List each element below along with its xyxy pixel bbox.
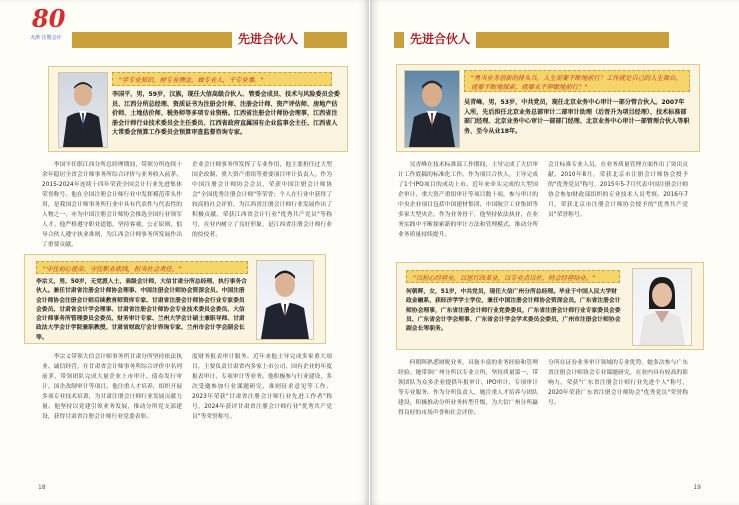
profile-bio: 吴青峰，男，53岁，中共党员，现任北京业务中心审计一部分管合伙人。2007年入所，先后担任北京业务总部审计二部审计助理（后晋升为项目经理）、技术标准部部门经理、北京业务中心审计一部部门经理、北京业务中心审计一部管理合伙人等职务，至今从业18年。 [464, 99, 690, 135]
profile-bio: 李宗义，男，50岁，无党派人士，高级会计师，大信甘肃分所总经理、执行事务合伙人。兼任甘肃省注册会计师协会理事、中国注册会计师协会资深会员、中国注册会计师协会注册会计师后续教育师资库专家、甘肃省注册会计师协会行业专家委员会委员、甘肃省会计学会理事、甘肃省注册会计师协会专业技术委员会委员、大信会计师事务所管理委员会委员、财务审计专家、兰州大学会计硕士兼职导师、甘肃政法大学会计学院兼职教授、甘肃省财政厅会计咨询专家、兰州市会计学会副会长等。 [36, 279, 247, 341]
profile-bio: 李国平，男，59岁，汉族，现任大信高级合伙人、管委会成员、技术与风险委员会委员、江西分所总经理、资质证书为注册会计师、注册会计师、资产评估师、房地产估价师、土地估价师、税务师等多项专业资格。江西省注册会计师协会理事，江西省注册会计师行业技术委员会主任委员、江西省政府直属国有企业监事会主任、江西省人大常委会预算工作委员会预算审查监督咨询专家。 [112, 91, 340, 137]
page-number: 18 [38, 484, 46, 491]
page-number: 19 [693, 484, 701, 491]
body-paragraph: 吴青峰在技术标准部工作期间，主导完成了大信审计工作底稿的标准化工作。作为项目合伙人，主导完成了1个IPO项目的成功上市。近年来牵头完成的大型国企审计、重大资产重组审计等项目数十项，参与审计的中央企业项目包括中国建材集团、中国航空工业集团等多家大型央企。作为业务骨干，他坚持依法执业，在业务实践中不断探索新的审计方法和管理模式，推动分所业务质量持续提升。 [398, 162, 538, 238]
body-paragraph: 李国平任职江西分所总经理期间，带领分所连续十余年稳居全省会计师事务所综合评价与业务收入前茅。2015-2024年连续十四年荣获全国会计行业先进集体荣誉称号。他在全国注册会计师行业中发挥模范带头作用，是我国会计师事务所行业中具有代表性与代表性的人物之一，亦为中国注册会计师协会推选全国行业领军人才。他严格遵守职业道德，坚持客观、公正原则，倡导合伙人遵守执业准则，为江西会计师事务所发展作出了重要贡献。 [42, 162, 182, 248]
body-paragraph: 分所在证券业务审计领域的专业优势。她多次参与广东省注册会计师协会专业课题研究，在业内具有较高的影响力。荣获"广东省注册会计师行业先进个人"称号，2020年荣获广东省注册会计师协会"优秀党员"荣誉称号。 [548, 360, 688, 406]
profile-quote: "勇当业务创新的排头兵，人生需要不断地前行！工作就是自己的人生舞台，就要不断地探索、就要永不停歇地前行！" [464, 70, 690, 92]
logo-caption: 天津 注册会计 [30, 35, 62, 41]
profile-quote: "学专业知识，树专业理念，做专业人，干专业事。" [112, 72, 332, 86]
page-title: 先进合伙人 [404, 27, 476, 51]
body-paragraph: 会计标准专业人员，在业务质量管理方面作出了突出贡献。2010年8月，荣获北京市注册会计师协会授予的"优秀党员"称号，2015年5-7月代表中国注册会计师协会参加财政部组织的专业技术人员考察。2016年7月，荣获北京市注册会计师协会授予的"优秀共产党员"荣誉称号。 [548, 162, 688, 218]
body-paragraph: 度财务报表审计服务。近年来他主导完成多家重大项目，主要负责甘肃省内多家上市公司、国有企业的年度报表审计、专项审计等业务。他积极参与行业建设，多次受邀参加行业课题研究、准则征求意见等工作。2023年荣获"甘肃省注册会计师行业先进工作者"称号，2024年获评甘肃省注册会计师行业"优秀共产党员"等荣誉称号。 [192, 354, 332, 420]
profile-bio: 何朝晖，女，51岁，中共党员，现任大信广州分所总经理。毕业于中国人民大学财政金融系，获经济学学士学位，兼任中国注册会计师协会资深会员，广东省注册会计师协会理事，广东省注册会计师行业党委委员，广东省注册会计师行业专家委员会委员、广东省会计学会理事、广东省会计学会学术委员会委员，广州市注册会计师协会副会长等职务。 [406, 289, 621, 333]
portrait-photo [58, 72, 108, 148]
portrait-photo [256, 260, 314, 340]
left-page [0, 0, 369, 505]
page-title: 先进合伙人 [232, 27, 304, 51]
portrait-photo [404, 70, 460, 148]
profile-quote: "守住初心使命，守住职业底线，担当社会责任。" [36, 261, 248, 274]
logo-number: 80 [32, 4, 66, 33]
header-bar [72, 32, 347, 48]
portrait-photo [632, 268, 692, 346]
logo [28, 4, 72, 48]
profile-quote: "以担心经营业，以思行改革业，以专业点以社，持会经营结业。" [406, 270, 620, 283]
right-page [370, 0, 739, 505]
body-paragraph: 何朝晖熟悉财税业务，具备丰富的业务经验和管理经验。她带领广州分所以专业立所，坚持质量第一，带领团队为众多企业提供年报审计、IPO审计、专项审计等专业服务。作为分所负责人，她注重人才培养与团队建设，积极推动分所业务转型升级，为大信广州分所赢得良好的市场声誉和社会评价。 [398, 360, 538, 416]
body-paragraph: 李宗义带领大信会计师事务所甘肃分所坚持依法执业、诚信经营，在甘肃省会计师事务所综合评价中名列前茅，带领团队完成大量企业上市审计、债券发行审计、国企改制审计等项目。他注重人才培养，组织开展多项专业技术培训，为甘肃注册会计师行业发展贡献力量。他坚持以党建引领业务发展，推动分所党支部建设，获得甘肃省注册会计师行业党委表彰。 [42, 354, 182, 420]
body-paragraph: 企业会计师事务所发挥了专业作用，他主要担任过大型国企改制、重大资产重组等重要项目审计负责人。作为中国注册会计师协会会员，荣获中国注册会计师协会"全国优秀注册会计师"等荣誉；个人在行业中获得了较高的社会评价，为江西省注册会计师行业发展作出了积极贡献。荣获江西省会计行业"优秀共产党员"等称号，在业内树立了良好形象，是江西省注册会计师行业的佼佼者。 [192, 162, 332, 238]
